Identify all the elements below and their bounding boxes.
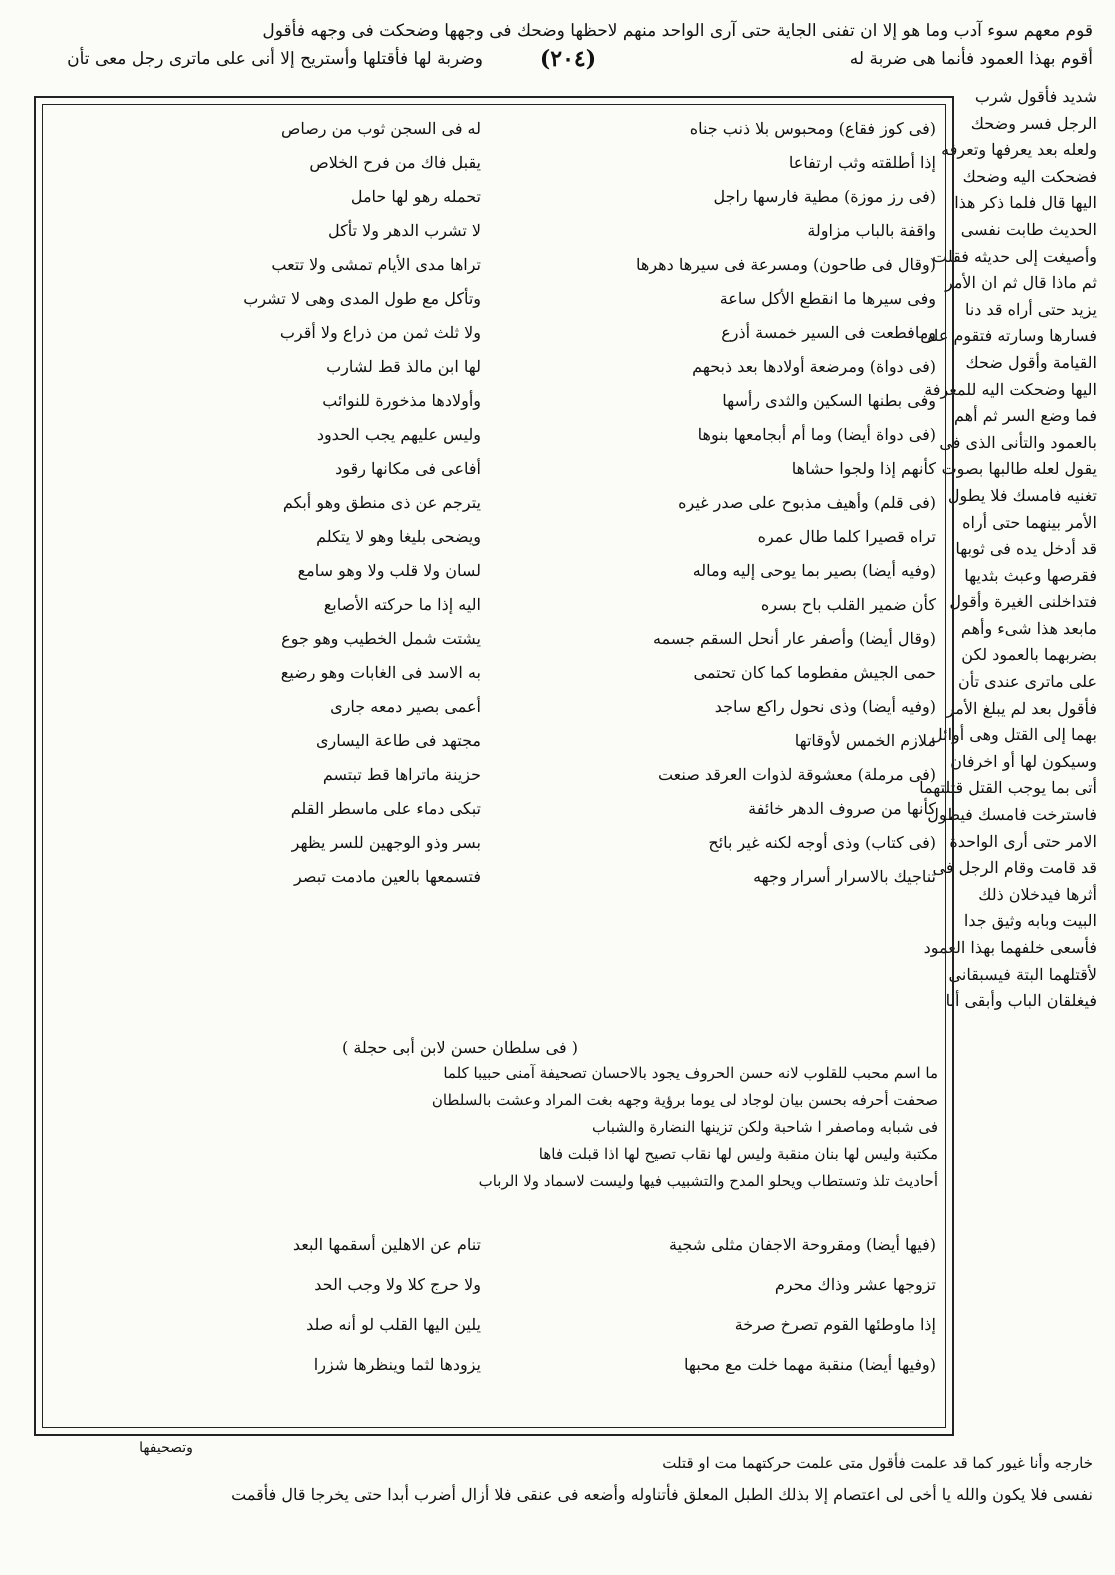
- verse-row: [60, 860, 936, 894]
- verse-second-hemistich: له فى السجن ثوب من رصاص: [280, 119, 481, 138]
- verse-row: [60, 622, 936, 656]
- verse-first-hemistich: (فى قلم) وأهيف مذبوح على صدر غيره: [678, 493, 936, 512]
- verse-second-hemistich: ويضحى بليغا وهو لا يتكلم: [316, 527, 481, 546]
- side-column-line: تغنيه فامسك فلا يطول: [947, 485, 1097, 505]
- verse-row: [60, 588, 936, 622]
- verse-first-hemistich: (فى رز موزة) مطية فارسها راجل: [713, 187, 936, 206]
- top-line-2: [21, 44, 1093, 74]
- side-column-line: الامر حتى أرى الواحدة: [949, 831, 1097, 851]
- verse-first-hemistich: كأنهم إذا ولجوا حشاها: [791, 459, 936, 478]
- verse-second-hemistich: يزودها لثما وينظرها شزرا: [313, 1355, 481, 1374]
- prose-line: صحفت أحرفه بحسن بيان لوجاد لى يوما برؤية وجهه بغت المراد وعشت بالسلطان: [431, 1091, 938, 1109]
- verse-first-hemistich: واقفة بالباب مزاولة: [807, 221, 936, 240]
- verse-row: [60, 1225, 936, 1265]
- verse-row: [60, 1265, 936, 1305]
- verse-second-hemistich: تراها مدى الأيام تمشى ولا تتعب: [271, 255, 481, 274]
- side-column-line: لأقتلهما البتة فيسبقانى: [948, 964, 1097, 984]
- top-line-2-right: أقوم بهذا العمود فأنما هى ضربة له: [849, 49, 1093, 69]
- verse-second-hemistich: أفاعى فى مكانها رقود: [335, 459, 481, 478]
- verse-first-hemistich: تناجيك بالاسرار أسرار وجهه: [753, 867, 936, 886]
- verse-first-hemistich: إذا أطلقته وثب ارتفاعا: [788, 153, 936, 172]
- side-column-line: فضحكت اليه وضحك: [962, 166, 1097, 186]
- prose-line: فى شبابه وماصفر ا شاحبة ولكن تزينها النضارة والشباب: [592, 1118, 938, 1136]
- verse-second-hemistich: تنام عن الاهلين أسقمها البعد: [292, 1235, 481, 1254]
- verse-first-hemistich: (وفيه أيضا) بصير بما يوحى إليه وماله: [692, 561, 936, 580]
- side-column-line: شديد فأقول شرب: [974, 87, 1097, 106]
- side-column-line: فأسعى خلفهما بهذا العمود: [923, 938, 1097, 957]
- verse-first-hemistich: (فى كتاب) وذى أوجه لكنه غير بائح: [708, 833, 936, 852]
- side-column-line: قد قامت وقام الرجل فى: [932, 858, 1097, 878]
- side-column-line: اليها وضحكت اليه للمعرفة: [924, 379, 1097, 399]
- verse-second-hemistich: يشتت شمل الخطيب وهو جوع: [281, 629, 481, 648]
- verse-second-hemistich: لسان ولا قلب ولا وهو سامع: [297, 561, 481, 580]
- verse-second-hemistich: تحمله رهو لها حامل: [350, 187, 481, 206]
- verse-first-hemistich: (فيها أيضا) ومقروحة الاجفان مثلى شجية: [668, 1235, 936, 1254]
- side-column-line: ثم ماذا قال ثم ان الأمر: [945, 273, 1097, 293]
- verse-first-hemistich: كأنها من صروف الدهر خائفة: [748, 799, 936, 818]
- verse-first-hemistich: (وفيها أيضا) منقبة مهما خلت مع محبها: [683, 1355, 936, 1374]
- side-column-line: بضربهما بالعمود لكن: [961, 645, 1097, 665]
- verse-row: [60, 384, 936, 418]
- verse-second-hemistich: لا تشرب الدهر ولا تأكل: [328, 221, 481, 240]
- verse-row: [60, 248, 936, 282]
- side-column-line: اليها قال فلما ذكر هذا: [954, 193, 1097, 213]
- side-column-line: وأصيغت إلى حديثه فقلت: [932, 246, 1097, 266]
- verse-first-hemistich: (وفيه أيضا) وذى نحول راكع ساجد: [714, 697, 936, 716]
- verse-first-hemistich: (فى دواة أيضا) وما أم أبجامعها بنوها: [697, 425, 936, 444]
- side-column-line: وسيكون لها أو اخرفان: [950, 751, 1097, 771]
- verse-second-hemistich: فتسمعها بالعين مادمت تبصر: [294, 867, 481, 886]
- verse-first-hemistich: تزوجها عشر وذاك محرم: [774, 1275, 936, 1294]
- verse-first-hemistich: تراه قصيرا كلما طال عمره: [757, 527, 936, 546]
- verse-row: [60, 1305, 936, 1345]
- poem-block-2: [60, 1225, 936, 1385]
- verse-row: [60, 792, 936, 826]
- verse-row: [60, 520, 936, 554]
- verse-row: [60, 554, 936, 588]
- bottom-marginal-note: وتصحيفها: [139, 1440, 193, 1456]
- verse-first-hemistich: وفى سيرها ما انقطع الأكل ساعة: [719, 289, 936, 308]
- side-column-line: أتى بما يوجب القتل قتلتهما: [919, 778, 1097, 798]
- verse-second-hemistich: ولا ثلث ثمن من ذراع ولا أقرب: [279, 323, 481, 342]
- verse-row: [60, 486, 936, 520]
- verse-second-hemistich: يلين اليها القلب لو أنه صلد: [306, 1315, 481, 1334]
- verse-first-hemistich: (وقال أيضا) وأصفر عار أنحل السقم جسمه: [652, 629, 936, 648]
- verse-first-hemistich: (فى دواة) ومرضعة أولادها بعد ذبحهم: [692, 357, 936, 376]
- poem-attribution: ( فى سلطان حسن لابن أبى حجلة ): [342, 1038, 578, 1057]
- side-column-line: فسارها وسارته فتقوم على: [920, 326, 1097, 346]
- top-line-1: قوم معهم سوء آدب وما هو إلا ان تفنى الجاية حتى آرى الواحد منهم لاحظها وضحك فى وجهها وضحكت فى وجهه فأقول: [262, 21, 1093, 41]
- verse-first-hemistich: كأن ضمير القلب باح بسره: [760, 595, 936, 614]
- prose-line: أحاديث تلذ وتستطاب ويحلو المدح والتشبيب فيها وليست لاسماد ولا الرباب: [478, 1172, 938, 1190]
- verse-first-hemistich: (فى كوز فقاع) ومحبوس بلا ذنب جناه: [689, 119, 936, 138]
- verse-first-hemistich: ومافطعت فى السير خمسة أذرع: [721, 323, 936, 342]
- side-column-line: فتداخلنى الغيرة وأقول: [949, 592, 1097, 612]
- side-column-line: على ماترى عندى تأن: [957, 672, 1097, 692]
- verse-row: [60, 724, 936, 758]
- verse-row: [60, 826, 936, 860]
- side-column-line: فقرصها وعبث بثديها: [964, 565, 1097, 585]
- bottom-line-1: [21, 1440, 1093, 1480]
- verse-row: [60, 180, 936, 214]
- prose-line: ما اسم محبب للقلوب لانه حسن الحروف يجود بالاحسان تصحيفة آمنى حبيبا كلما: [443, 1064, 938, 1082]
- verse-second-hemistich: يقبل فاك من فرح الخلاص: [309, 153, 481, 172]
- verse-row: [60, 316, 936, 350]
- verse-second-hemistich: مجتهد فى طاعة اليسارى: [315, 731, 481, 750]
- verse-second-hemistich: تبكى دماء على ماسطر القلم: [290, 799, 481, 818]
- verse-first-hemistich: (وقال فى طاحون) ومسرعة فى سيرها دهرها: [636, 255, 936, 274]
- side-column-line: يزيد حتى أراه قد دنا: [964, 299, 1097, 319]
- side-column-line: الأمر بينهما حتى أراه: [962, 512, 1097, 532]
- verse-row: [60, 452, 936, 486]
- verse-second-hemistich: اليه إذا ما حركته الأصابع: [323, 595, 481, 614]
- verse-row: [60, 350, 936, 384]
- verse-second-hemistich: وليس عليهم يجب الحدود: [316, 425, 481, 444]
- top-line-2-left: وضربة لها فأقتلها وأستريح إلا أنى على ماترى رجل معى تأن: [67, 49, 483, 69]
- side-column-line: بهما إلى القتل وهى أوائل: [931, 725, 1097, 745]
- verse-row: [60, 214, 936, 248]
- prose-line: مكتبة وليس لها بنان منقبة وليس لها نقاب تصيح لها اذا قبلت فاها: [538, 1145, 938, 1163]
- side-column-line: مابعد هذا شىء وأهم: [960, 618, 1097, 638]
- side-column-line: الرجل فسر وضحك: [970, 113, 1097, 133]
- verse-second-hemistich: وأولادها مذخورة للنوائب: [322, 391, 481, 410]
- verse-row: [60, 690, 936, 724]
- verse-row: [60, 112, 936, 146]
- verse-first-hemistich: حمى الجيش مفطوما كما كان تحتمى: [693, 663, 936, 682]
- poem-block: [60, 112, 936, 894]
- verse-row: [60, 146, 936, 180]
- side-column-line: فيغلقان الباب وأبقى أنا: [945, 991, 1097, 1011]
- verse-second-hemistich: أعمى بصير دمعه جارى: [330, 697, 481, 716]
- verse-first-hemistich: إذا ماوطئها القوم تصرخ صرخة: [734, 1315, 936, 1334]
- verse-second-hemistich: وتأكل مع طول المدى وهى لا تشرب: [243, 289, 481, 308]
- verse-first-hemistich: (فى مرملة) معشوقة لذوات العرقد صنعت: [657, 765, 936, 784]
- verse-row: [60, 282, 936, 316]
- verse-second-hemistich: حزينة ماتراها قط تبتسم: [322, 765, 481, 784]
- side-column-line: القيامة وأقول ضحك: [965, 352, 1097, 372]
- page-number: (٢٠٤): [539, 46, 597, 72]
- side-column-line: فما وضع السر ثم أهم: [954, 406, 1097, 426]
- side-column: [919, 84, 1097, 1479]
- side-column-line: بالعمود والتأنى الذى فى: [939, 432, 1097, 452]
- verse-row: [60, 1345, 936, 1385]
- verse-second-hemistich: به الاسد فى الغابات وهو رضيع: [280, 663, 481, 682]
- side-column-line: فأقول بعد لم يبلغ الأمر: [946, 698, 1097, 718]
- verse-second-hemistich: ولا حرج كلا ولا وجب الحد: [314, 1275, 481, 1294]
- prose-block: [48, 1060, 938, 1195]
- side-column-line: يقول لعله طالبها بصوت: [941, 459, 1097, 479]
- side-column-line: ولعله بعد يعرفها وتعرفه: [941, 140, 1097, 160]
- verse-first-hemistich: وفى بطنها السكين والثدى رأسها: [722, 391, 936, 410]
- verse-second-hemistich: يترجم عن ذى منطق وهو أبكم: [282, 493, 481, 512]
- side-column-line: البيت وبابه وثيق جدا: [963, 911, 1097, 931]
- verse-row: [60, 758, 936, 792]
- side-column-line: فاسترخت فامسك فيطول: [927, 805, 1097, 825]
- side-column-line: قد أدخل يده فى ثوبها: [955, 539, 1097, 559]
- bottom-line-1-text: خارجه وأنا غيور كما قد علمت فأقول متى علمت حركتهما مت او قتلت: [662, 1454, 1093, 1472]
- verse-row: [60, 418, 936, 452]
- verse-first-hemistich: ملازم الخمس لأوقاتها: [794, 731, 936, 750]
- verse-second-hemistich: بسر وذو الوجهين للسر يظهر: [291, 833, 481, 852]
- side-column-line: الحديث طابت نفسى: [960, 219, 1097, 239]
- bottom-line-2: نفسى فلا يكون والله يا أخى لى اعتصام إلا بذلك الطبل المعلق فأتناوله وأضعه فى عنقى فلا أزال أضرب أبدا حتى يخرجا قال فأقمت: [231, 1485, 1093, 1504]
- verse-second-hemistich: لها ابن مالذ قط لشارب: [326, 357, 481, 376]
- side-column-line: أثرها فيدخلان ذلك: [978, 884, 1097, 904]
- verse-row: [60, 656, 936, 690]
